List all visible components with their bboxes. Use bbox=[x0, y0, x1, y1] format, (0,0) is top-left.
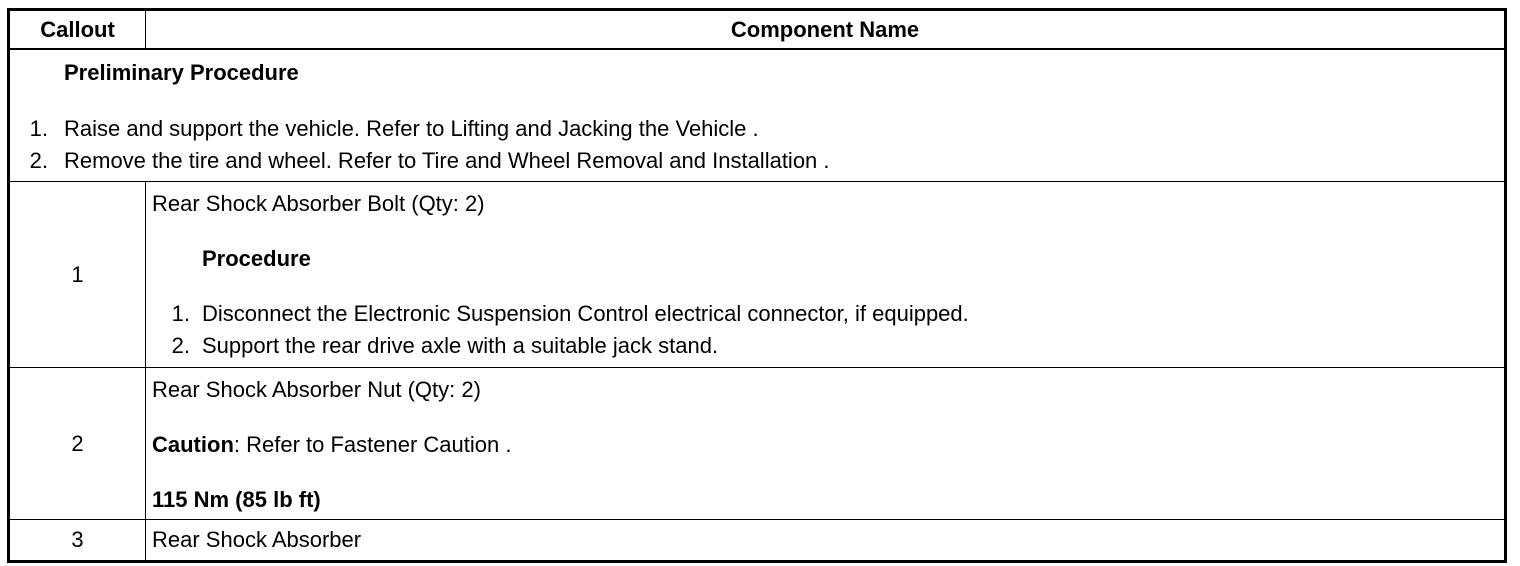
step-text: Raise and support the vehicle. Refer to Lifting and Jacking the Vehicle . bbox=[64, 116, 759, 141]
step-number: 2. bbox=[171, 333, 190, 358]
table-row bbox=[9, 520, 1506, 562]
callout-number: 1 bbox=[9, 182, 146, 368]
torque-spec: 115 Nm (85 lb ft) bbox=[152, 487, 321, 512]
component-cell bbox=[146, 520, 1506, 562]
preliminary-step bbox=[10, 113, 1504, 145]
header-row bbox=[9, 10, 1506, 50]
step-number: 2. bbox=[29, 148, 48, 173]
preliminary-step bbox=[10, 145, 1504, 177]
preliminary-row bbox=[9, 49, 1506, 182]
procedure-title: Procedure bbox=[202, 246, 311, 271]
header-component-name: Component Name bbox=[146, 10, 1506, 50]
callout-number: 2 bbox=[9, 368, 146, 520]
caution-note bbox=[152, 432, 1504, 458]
caution-label: Caution bbox=[152, 432, 234, 457]
component-name: Rear Shock Absorber Nut (Qty: 2) bbox=[152, 377, 481, 402]
component-name: Rear Shock Absorber Bolt (Qty: 2) bbox=[152, 191, 485, 216]
table-row bbox=[9, 182, 1506, 368]
step-text: Support the rear drive axle with a suitable jack stand. bbox=[202, 333, 719, 358]
preliminary-cell bbox=[9, 49, 1506, 182]
step-number: 1. bbox=[29, 116, 48, 141]
component-cell bbox=[146, 182, 1506, 368]
step-text: Disconnect the Electronic Suspension Control electrical connector, if equipped. bbox=[202, 301, 969, 326]
step-number: 1. bbox=[171, 301, 190, 326]
preliminary-title: Preliminary Procedure bbox=[64, 60, 299, 85]
component-name: Rear Shock Absorber bbox=[152, 527, 362, 552]
caution-text: : Refer to Fastener Caution . bbox=[233, 432, 512, 457]
preliminary-steps bbox=[10, 113, 1504, 177]
procedure-table bbox=[7, 8, 1507, 563]
procedure-step bbox=[152, 298, 1504, 330]
procedure-steps bbox=[152, 298, 1504, 362]
step-text: Remove the tire and wheel. Refer to Tire and Wheel Removal and Installation . bbox=[64, 148, 830, 173]
component-cell bbox=[146, 368, 1506, 520]
table-row bbox=[9, 368, 1506, 520]
procedure-step bbox=[152, 330, 1504, 362]
header-callout: Callout bbox=[9, 10, 146, 50]
callout-number: 3 bbox=[9, 520, 146, 562]
